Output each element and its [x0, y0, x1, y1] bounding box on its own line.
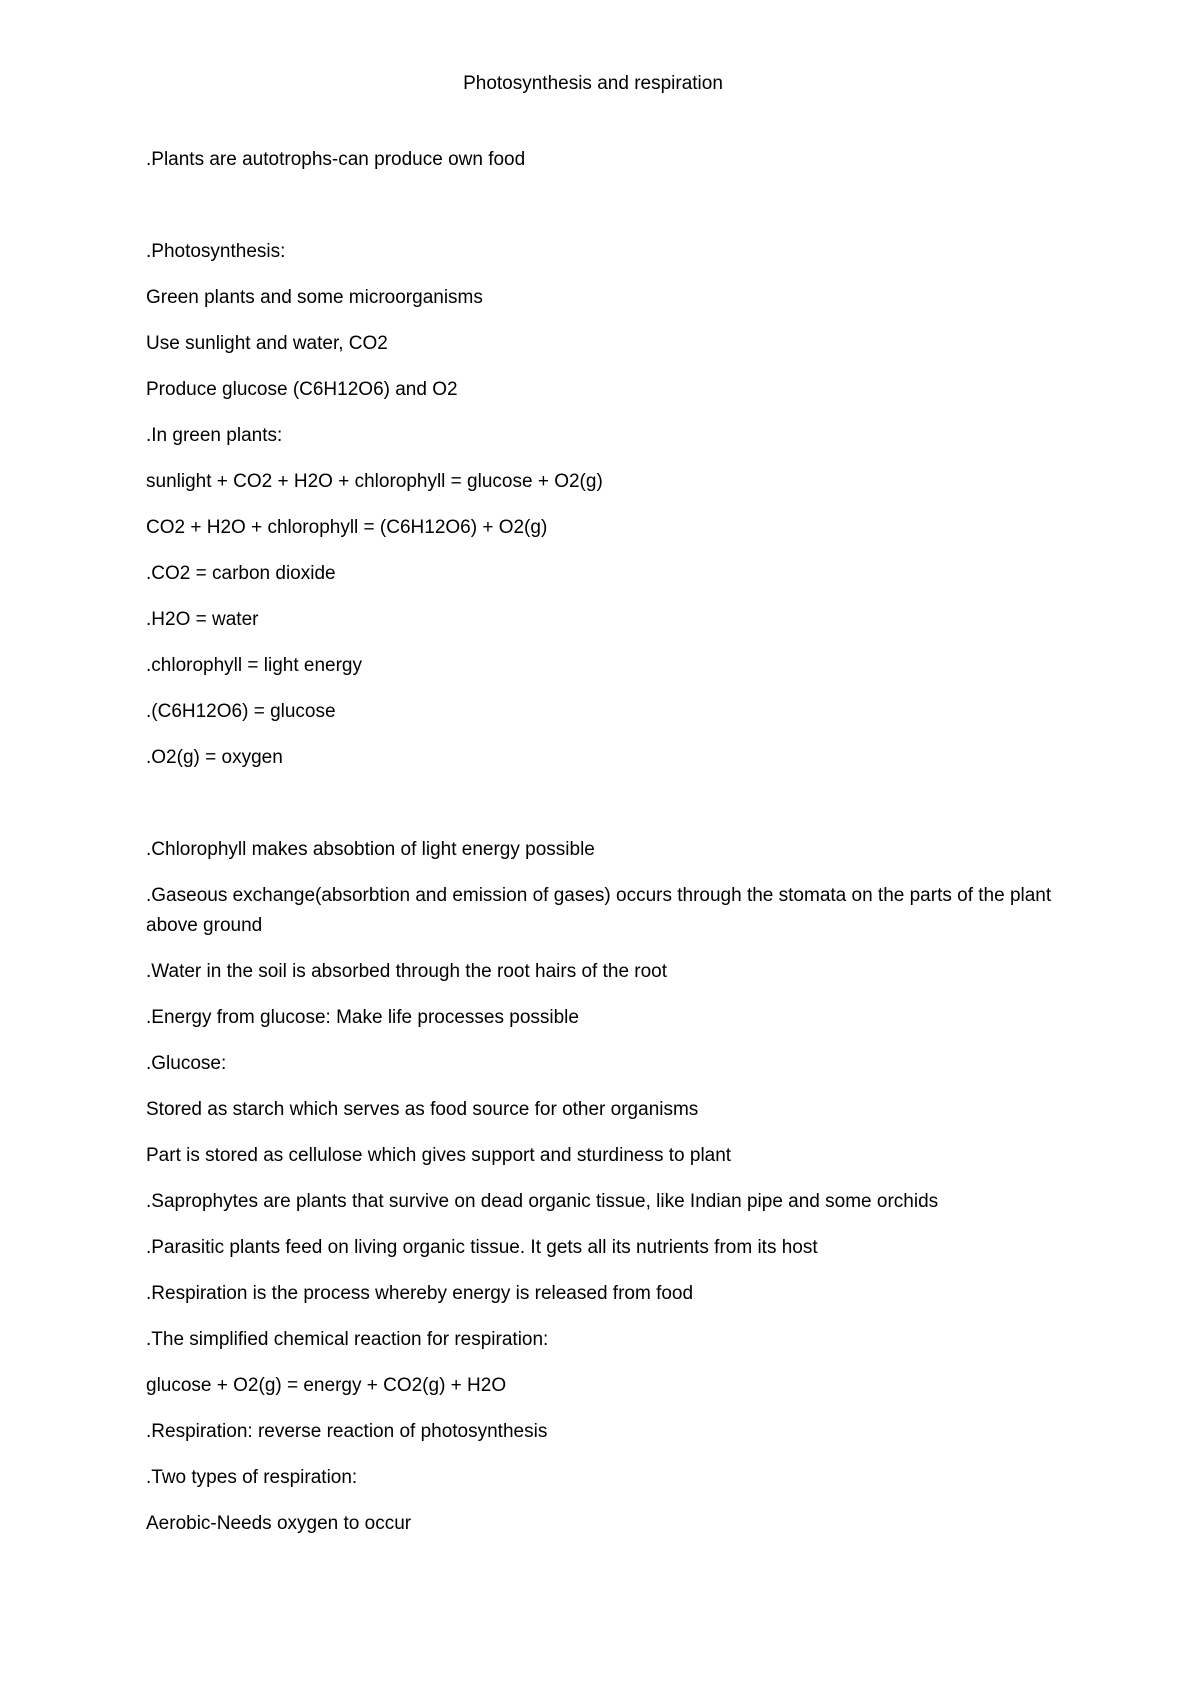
- text-line: .Two types of respiration:: [146, 1467, 358, 1488]
- text-line: .Parasitic plants feed on living organic tissue. It gets all its nutrients from its host: [146, 1237, 818, 1258]
- text-line: .Photosynthesis:: [146, 241, 286, 262]
- text-line: glucose + O2(g) = energy + CO2(g) + H2O: [146, 1375, 507, 1396]
- text-line: .The simplified chemical reaction for respiration:: [146, 1329, 549, 1350]
- text-line: Use sunlight and water, CO2: [146, 333, 388, 354]
- text-line: CO2 + H2O + chlorophyll = (C6H12O6) + O2(g): [146, 517, 548, 538]
- text-line: .O2(g) = oxygen: [146, 747, 283, 768]
- document-title: Photosynthesis and respiration: [463, 73, 723, 94]
- text-line: .H2O = water: [146, 609, 259, 630]
- text-line: .(C6H12O6) = glucose: [146, 701, 336, 722]
- text-line: .Chlorophyll makes absobtion of light energy possible: [146, 839, 595, 860]
- text-line: Green plants and some microorganisms: [146, 287, 483, 308]
- text-line: .Glucose:: [146, 1053, 227, 1074]
- text-line: Aerobic-Needs oxygen to occur: [146, 1513, 412, 1534]
- text-line: .chlorophyll = light energy: [146, 655, 362, 676]
- text-line: Part is stored as cellulose which gives support and sturdiness to plant: [146, 1145, 732, 1166]
- text-line: .Energy from glucose: Make life processes possible: [146, 1007, 579, 1028]
- text-line: .In green plants:: [146, 425, 283, 446]
- text-line: sunlight + CO2 + H2O + chlorophyll = glucose + O2(g): [146, 471, 603, 492]
- text-paragraph: .Gaseous exchange(absorbtion and emission of gases) occurs through the stomata on the parts of the plant above ground: [146, 885, 1052, 936]
- text-line: .Water in the soil is absorbed through the root hairs of the root: [146, 961, 668, 982]
- text-line: .Respiration: reverse reaction of photosynthesis: [146, 1421, 548, 1442]
- text-line: .CO2 = carbon dioxide: [146, 563, 336, 584]
- text-line: Stored as starch which serves as food source for other organisms: [146, 1099, 699, 1120]
- text-line: .Plants are autotrophs-can produce own food: [146, 149, 526, 170]
- text-line: Produce glucose (C6H12O6) and O2: [146, 379, 458, 400]
- text-line: .Respiration is the process whereby energy is released from food: [146, 1283, 694, 1304]
- text-line: .Saprophytes are plants that survive on dead organic tissue, like Indian pipe and some orchids: [146, 1191, 939, 1212]
